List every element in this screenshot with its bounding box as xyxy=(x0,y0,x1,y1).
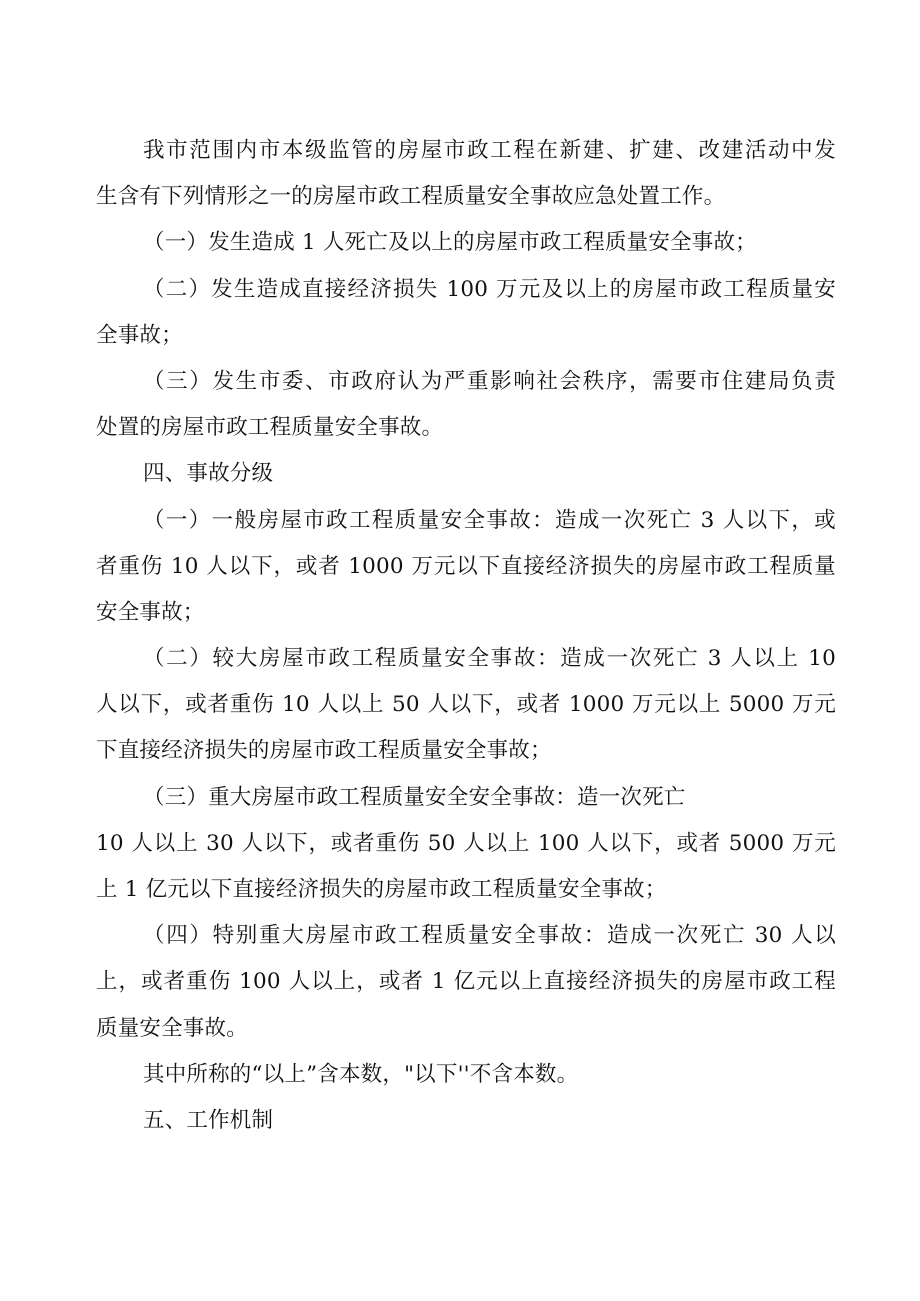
definition-note: 其中所称的“以上”含本数，"以下''不含本数。 xyxy=(143,1061,579,1087)
scope-item-2-line-2: 全事故； xyxy=(96,322,183,348)
section-heading-5: 五、工作机制 xyxy=(143,1107,274,1133)
section-heading-4: 四、事故分级 xyxy=(143,461,274,487)
grade-item-3-line-2: 10 人以上 30 人以下，或者重伤 50 人以上 100 人以下，或者 5000 万元 xyxy=(96,830,836,856)
grade-item-1-line-3: 安全事故； xyxy=(96,599,205,625)
document-body xyxy=(96,128,836,1144)
scope-item-2-line-1: （二）发生造成直接经济损失 100 万元及以上的房屋市政工程质量安 xyxy=(143,276,836,302)
grade-item-4-line-3: 质量安全事故。 xyxy=(96,1015,248,1041)
grade-item-1-line-1: （一）一般房屋市政工程质量安全事故：造成一次死亡 3 人以下，或 xyxy=(143,507,836,533)
grade-item-2-line-2: 人以下，或者重伤 10 人以上 50 人以下，或者 1000 万元以上 5000 万元 xyxy=(96,692,836,718)
grade-item-2-line-1: （二）较大房屋市政工程质量安全事故：造成一次死亡 3 人以上 10 xyxy=(143,646,836,672)
scope-item-3-line-2: 处置的房屋市政工程质量安全事故。 xyxy=(96,415,444,441)
grade-item-3-line-1: （三）重大房屋市政工程质量安全安全事故：造一次死亡 xyxy=(143,784,686,810)
grade-item-3-line-3: 上 1 亿元以下直接经济损失的房屋市政工程质量安全事故； xyxy=(96,877,667,902)
paragraph-scope-line-1: 我市范围内市本级监管的房屋市政工程在新建、扩建、改建活动中发 xyxy=(143,138,836,163)
paragraph-scope-line-2: 生含有下列情形之一的房屋市政工程质量安全事故应急处置工作。 xyxy=(96,184,726,210)
grade-item-4-line-1: （四）特别重大房屋市政工程质量安全事故：造成一次死亡 30 人以 xyxy=(143,923,836,949)
scope-item-3-line-1: （三）发生市委、市政府认为严重影响社会秩序，需要市住建局负责 xyxy=(143,368,836,394)
scope-item-1: （一）发生造成 1 人死亡及以上的房屋市政工程质量安全事故； xyxy=(143,230,757,256)
grade-item-2-line-3: 下直接经济损失的房屋市政工程质量安全事故； xyxy=(96,738,552,764)
grade-item-1-line-2: 者重伤 10 人以下，或者 1000 万元以下直接经济损失的房屋市政工程质量 xyxy=(96,553,836,579)
grade-item-4-line-2: 上，或者重伤 100 人以上，或者 1 亿元以上直接经济损失的房屋市政工程 xyxy=(96,969,836,995)
